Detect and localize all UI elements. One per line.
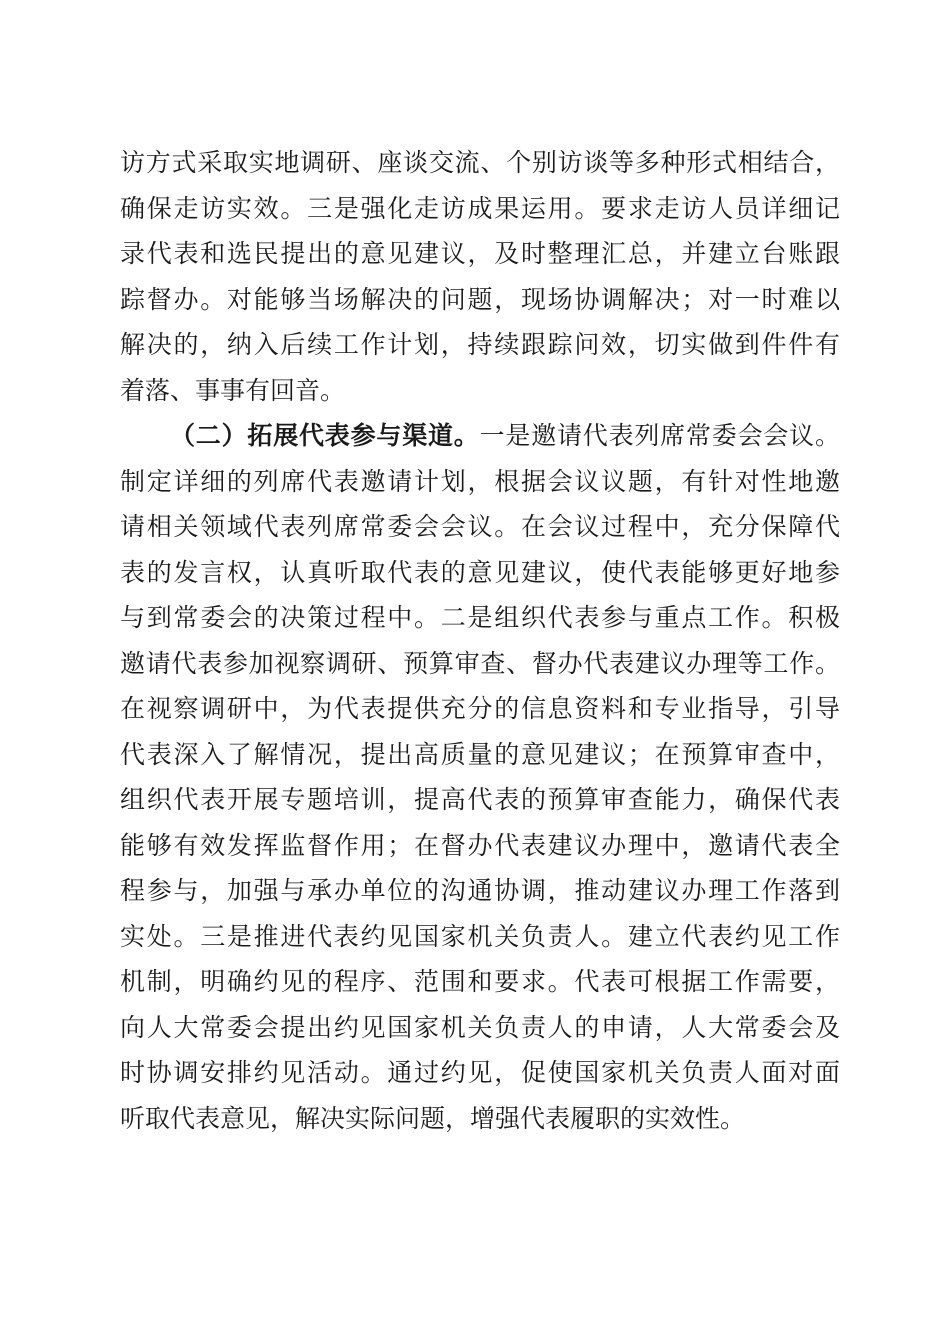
paragraph-line: 在视察调研中，为代表提供充分的信息资料和专业指导，引导 [120, 694, 840, 723]
paragraph-line: 制定详细的列席代表邀请计划，根据会议议题，有针对性地邀 [120, 466, 840, 496]
paragraph-line: 踪督办。对能够当场解决的问题，现场协调解决；对一时难以 [120, 284, 840, 314]
paragraph-line: 确保走访实效。三是强化走访成果运用。要求走访人员详细记 [120, 193, 840, 223]
paragraph-1 [120, 140, 840, 413]
paragraph-line: 表的发言权，认真听取代表的意见建议，使代表能够更好地参 [120, 557, 840, 587]
paragraph-line: 着落、事事有回音。 [120, 375, 346, 405]
paragraph-line: 请相关领域代表列席常委会会议。在会议过程中，充分保障代 [120, 512, 840, 541]
paragraph-2 [120, 413, 840, 1141]
paragraph-line: 组织代表开展专题培训，提高代表的预算审查能力，确保代表 [120, 785, 840, 814]
paragraph-line: 听取代表意见，解决实际问题，增强代表履职的实效性。 [120, 1103, 746, 1133]
paragraph-line: 与到常委会的决策过程中。二是组织代表参与重点工作。积极 [120, 603, 840, 632]
paragraph-line: 程参与，加强与承办单位的沟通协调，推动建议办理工作落到 [120, 876, 840, 905]
section-heading: （二）拓展代表参与渠道。 [170, 421, 480, 450]
paragraph-line: 时协调安排约见活动。通过约见，促使国家机关负责人面对面 [120, 1058, 840, 1087]
paragraph-first-line [120, 413, 840, 459]
paragraph-line: 代表深入了解情况，提出高质量的意见建议；在预算审查中， [120, 739, 840, 769]
paragraph-line: 解决的，纳入后续工作计划，持续跟踪问效，切实做到件件有 [120, 330, 840, 359]
paragraph-line: 实处。三是推进代表约见国家机关负责人。建立代表约见工作 [120, 921, 840, 951]
paragraph-line: 能够有效发挥监督作用；在督办代表建议办理中，邀请代表全 [120, 830, 840, 860]
paragraph-line: 机制，明确约见的程序、范围和要求。代表可根据工作需要， [120, 967, 840, 996]
paragraph-line-rest: 一是邀请代表列席常委会会议。 [479, 421, 840, 450]
paragraph-line: 访方式采取实地调研、座谈交流、个别访谈等多种形式相结合， [120, 148, 840, 177]
paragraph-line: 向人大常委会提出约见国家机关负责人的申请，人大常委会及 [120, 1012, 840, 1042]
paragraph-line: 录代表和选民提出的意见建议，及时整理汇总，并建立台账跟 [120, 239, 840, 268]
paragraph-line: 邀请代表参加视察调研、预算审查、督办代表建议办理等工作。 [120, 648, 840, 678]
